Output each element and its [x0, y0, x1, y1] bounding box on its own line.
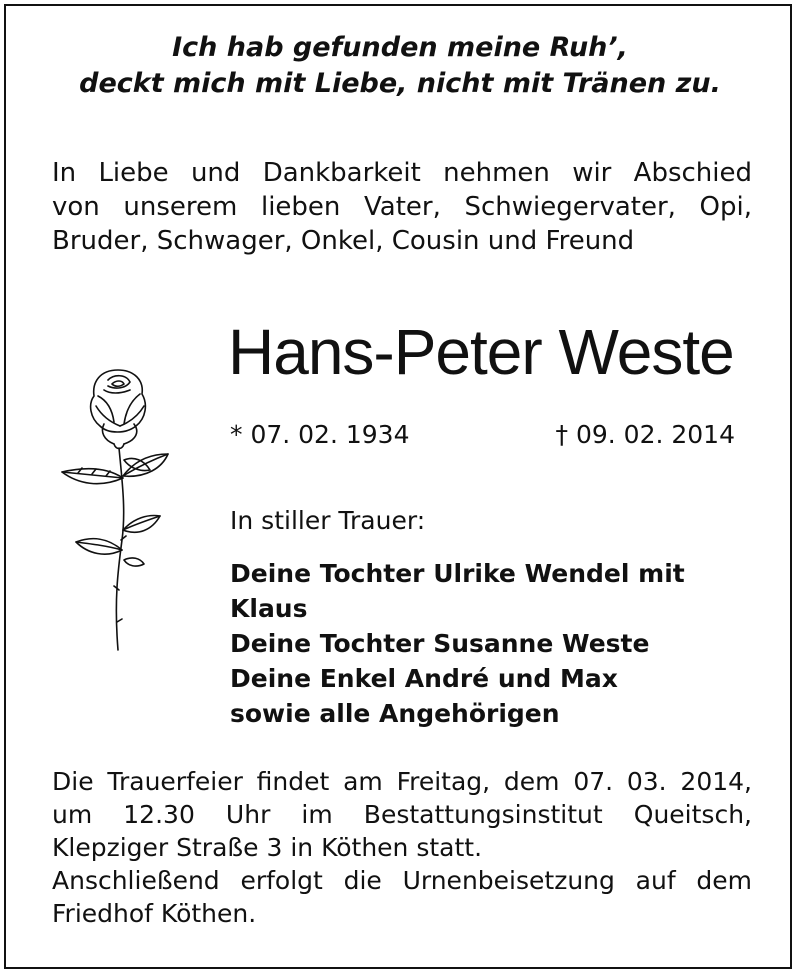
mourning-heading: In stiller Trauer: — [230, 506, 426, 535]
mourner-line: Klaus — [230, 594, 308, 623]
death-date: † 09. 02. 2014 — [555, 420, 735, 449]
birth-date: * 07. 02. 1934 — [230, 420, 410, 449]
mourner-line: sowie alle Angehörigen — [230, 699, 560, 728]
motto-verse — [0, 30, 800, 102]
motto-line-1: Ich hab gefunden meine Ruh’, — [172, 32, 628, 63]
mourner-line: Deine Tochter Susanne Weste — [230, 629, 650, 658]
intro-line-2: von unserem lieben Vater, Schwiegervater, Opi, — [52, 192, 752, 222]
ceremony-line-2: um 12.30 Uhr im Bestattungsinstitut Queitsch, — [52, 800, 752, 829]
mourners-list — [230, 556, 685, 731]
mourner-line: Deine Enkel André und Max — [230, 664, 618, 693]
intro-line-3: Bruder, Schwager, Onkel, Cousin und Freund — [52, 226, 635, 256]
motto-line-2: deckt mich mit Liebe, nicht mit Tränen zu. — [79, 68, 721, 99]
deceased-name: Hans-Peter Weste — [228, 316, 734, 388]
rose-icon — [48, 360, 188, 660]
ceremony-info — [52, 765, 752, 930]
ceremony-line-5: Friedhof Köthen. — [52, 899, 257, 928]
intro-line-1: In Liebe und Dankbarkeit nehmen wir Abschied — [52, 158, 752, 188]
ceremony-line-4: Anschließend erfolgt die Urnenbeisetzung auf dem — [52, 866, 752, 895]
ceremony-line-3: Klepziger Straße 3 in Köthen statt. — [52, 833, 483, 862]
intro-text — [52, 156, 752, 258]
ceremony-line-1: Die Trauerfeier findet am Freitag, dem 07. 03. 2014, — [52, 767, 752, 796]
mourner-line: Deine Tochter Ulrike Wendel mit — [230, 559, 685, 588]
